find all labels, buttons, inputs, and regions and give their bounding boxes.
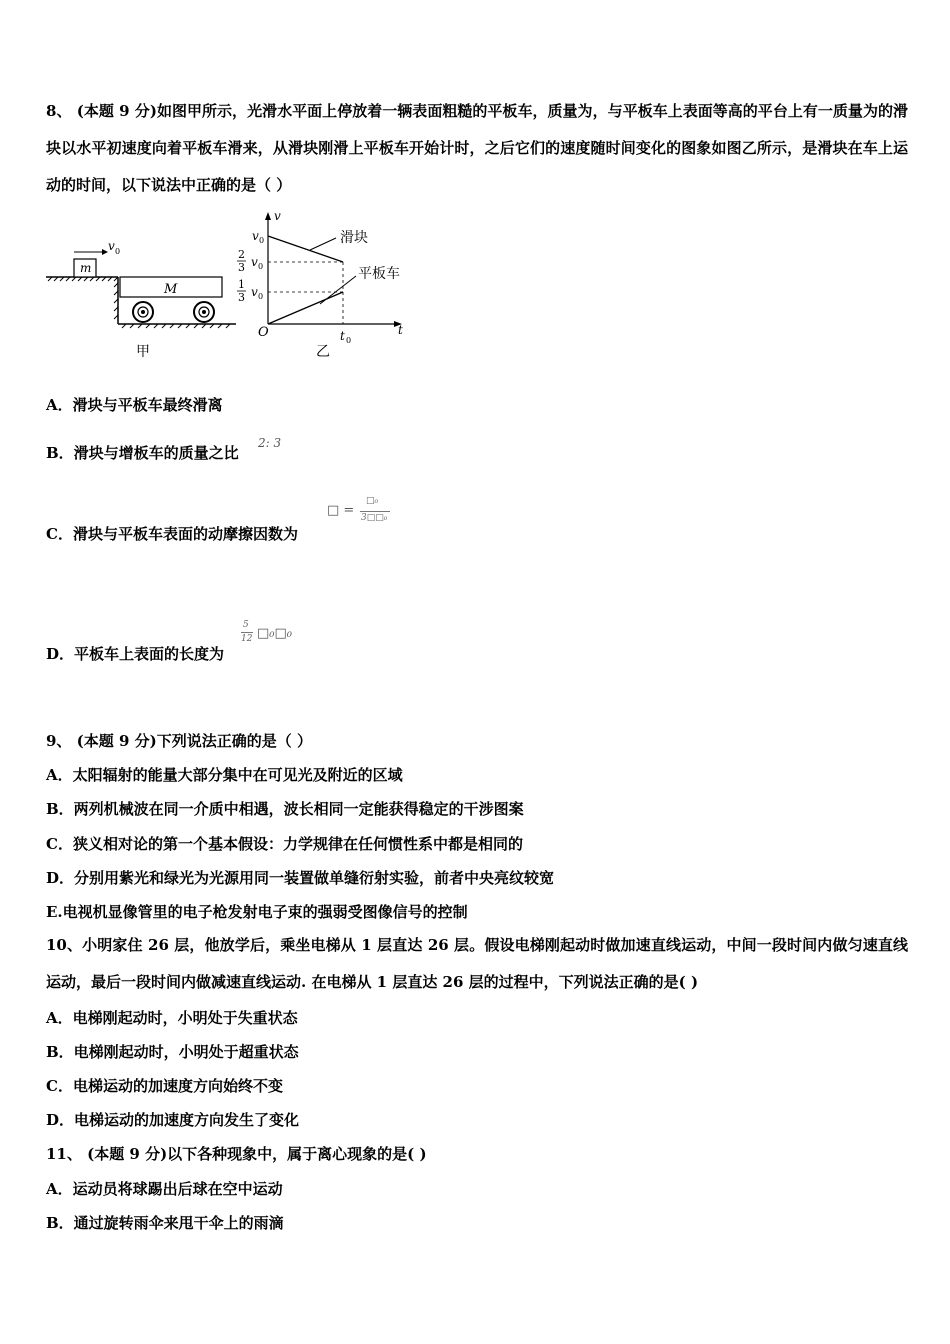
q10-stem: 10、小明家住 26 层，他放学后，乘坐电梯从 1 层直达 26 层。假设电梯刚起动时做加速直线运动，中间一段时间内做匀速直线运动，最后一段时间内做减速直线运动. 在电梯从 1 层直达 26 层的过程中，下列说法正确的是( ) [46, 936, 908, 991]
svg-text:0: 0 [259, 236, 265, 245]
q9-option-a: A．太阳辐射的能量大部分集中在可见光及附近的区域 [46, 766, 403, 784]
q9-stem: 9、 (本题 9 分)下列说法正确的是（ ） [46, 732, 312, 750]
q8-option-a: A．滑块与平板车最终滑离 [46, 396, 223, 414]
tick-t0: t [340, 329, 345, 343]
svg-text:0: 0 [346, 336, 352, 345]
cart-mass-label: M [164, 282, 178, 297]
q10-option-b: B．电梯刚起动时，小明处于超重状态 [46, 1043, 299, 1061]
figure-jia-caption: 甲 [136, 344, 150, 360]
q8-option-d-tail: □₀□₀ [257, 626, 292, 641]
q8-option-d-num: 5 [243, 620, 249, 630]
q8-option-b: B．滑块与增板车的质量之比 [46, 444, 239, 462]
q8-option-c-num: □₀ [366, 496, 379, 506]
q9-option-b: B．两列机械波在同一介质中相遇，波长相同一定能获得稳定的干涉图案 [46, 800, 524, 818]
cart-wheel-right [194, 302, 214, 322]
q10-option-c: C．电梯运动的加速度方向始终不变 [46, 1077, 283, 1095]
cart-velocity-line [268, 292, 343, 324]
q8-option-b-formula: 2: 3 [258, 436, 282, 450]
label-cart: 平板车 [358, 266, 400, 282]
q10-option-a: A．电梯刚起动时，小明处于失重状态 [46, 1009, 298, 1027]
origin-label: O [258, 325, 269, 340]
q9-option-c: C．狭义相对论的第一个基本假设：力学规律在任何惯性系中都是相同的 [46, 835, 523, 853]
tick-v0: v [252, 229, 259, 243]
svg-text:v: v [251, 255, 258, 269]
q8-stem: 8、 (本题 9 分)如图甲所示，光滑水平面上停放着一辆表面粗糙的平板车，质量为，与平板车上表面等高的平台上有一质量为的滑块以水平初速度向着平板车滑来，从滑块刚滑上平板车开始计时，之后它们的速度随时间变化的图象如图乙所示，是滑块在车上运动的时间，以下说法中正确的是（ ） [46, 102, 908, 194]
figure-jia [44, 232, 240, 360]
tick-2-3-num: 2 [238, 248, 245, 261]
q8-option-d-den: 12 [241, 634, 253, 644]
q11-option-a: A．运动员将球踢出后球在空中运动 [46, 1180, 283, 1198]
tick-2-3-den: 3 [238, 261, 245, 274]
block-m-label: m [80, 261, 92, 275]
svg-text:v: v [251, 285, 258, 299]
q11-stem: 11、 (本题 9 分)以下各种现象中，属于离心现象的是( ) [46, 1145, 427, 1163]
q8-option-c-lhs: □ = [327, 503, 355, 518]
q9-option-d: D．分别用紫光和绿光为光源用同一装置做单缝衍射实验，前者中央亮纹较宽 [46, 869, 555, 887]
tick-1-3-den: 3 [238, 291, 245, 304]
q8-option-d: D．平板车上表面的长度为 [46, 645, 225, 663]
v0-arrow-label: v [108, 239, 115, 253]
svg-text:0: 0 [258, 292, 264, 301]
label-slider: 滑块 [340, 230, 368, 246]
q11-option-b: B．通过旋转雨伞来甩干伞上的雨滴 [46, 1214, 284, 1232]
q8-option-c: C．滑块与平板车表面的动摩擦因数为 [46, 525, 298, 543]
cart-wheel-left [133, 302, 153, 322]
tick-1-3-num: 1 [238, 278, 245, 291]
figure-yi-vt-graph [228, 208, 418, 360]
q10-option-d: D．电梯运动的加速度方向发生了变化 [46, 1111, 300, 1129]
q8-option-c-den: 3□□₀ [361, 513, 388, 523]
svg-text:0: 0 [258, 262, 264, 271]
svg-text:0: 0 [115, 247, 121, 256]
figure-yi-caption: 乙 [316, 344, 330, 360]
q9-option-e: E.电视机显像管里的电子枪发射电子束的强弱受图像信号的控制 [46, 903, 468, 921]
axis-t-label: t [398, 323, 403, 337]
axis-v-label: v [274, 209, 281, 223]
